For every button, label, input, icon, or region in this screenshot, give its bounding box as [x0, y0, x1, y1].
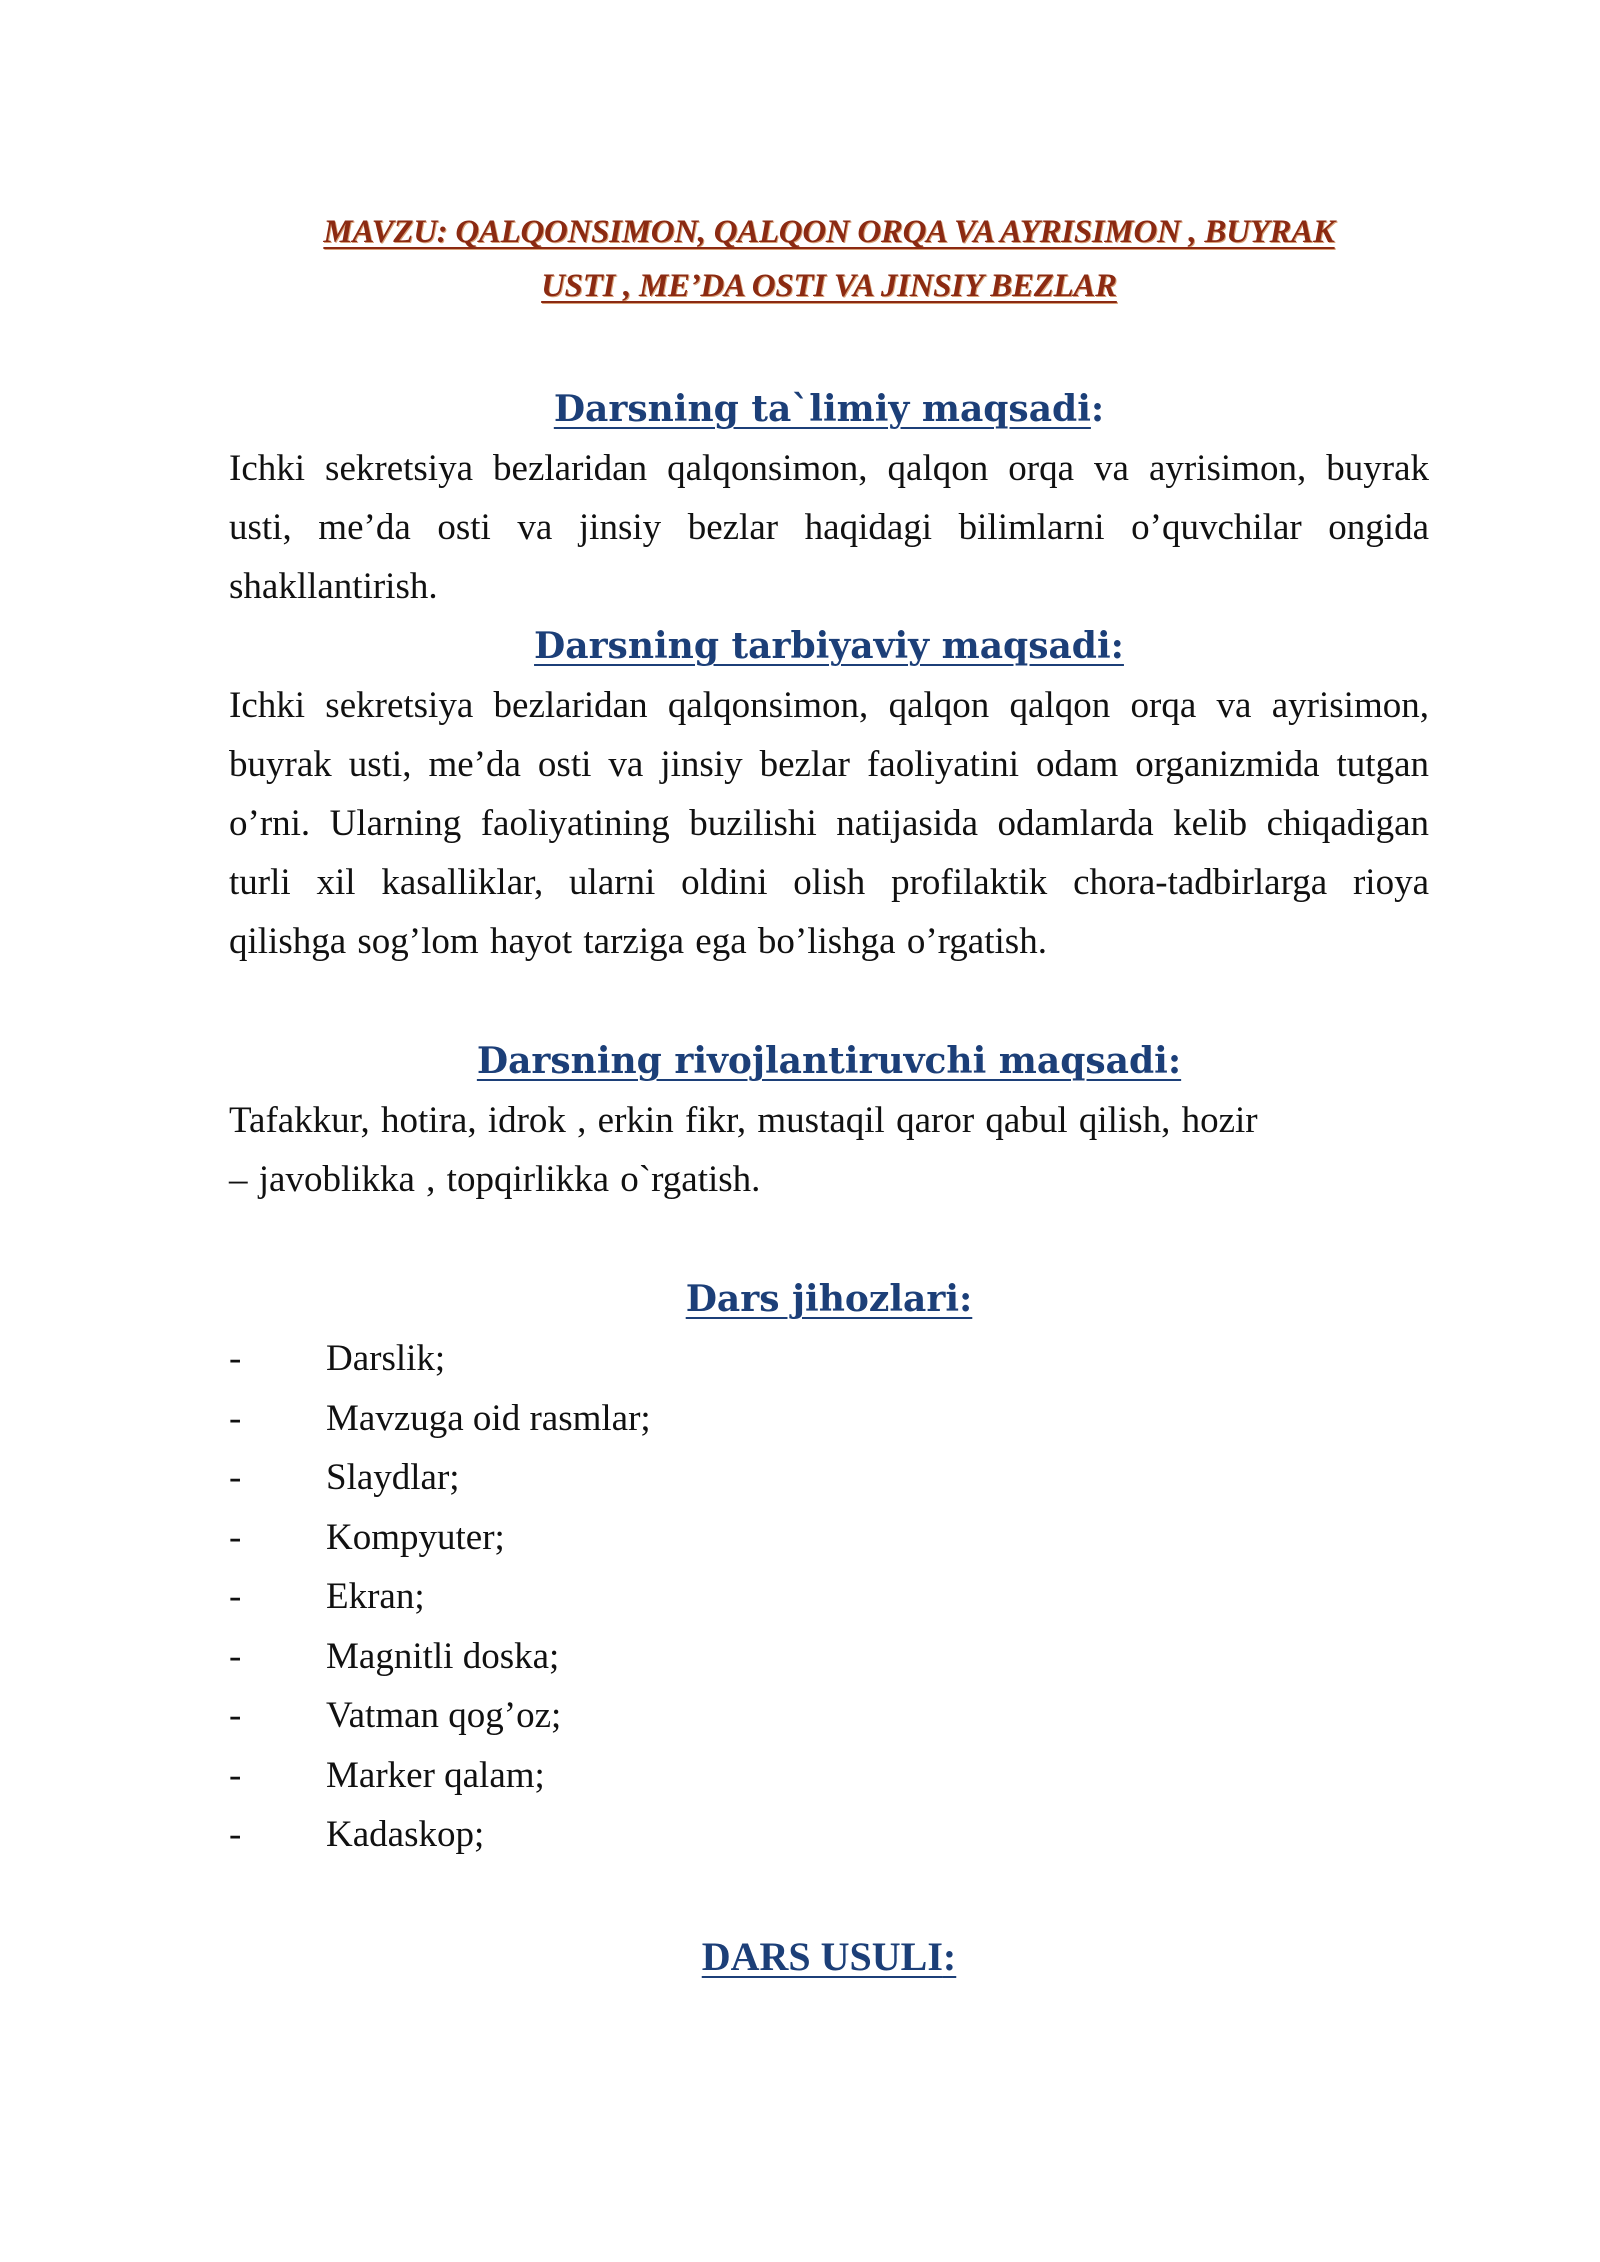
list-item — [229, 1389, 1429, 1449]
list-item-text: Slaydlar; — [326, 1457, 460, 1498]
jihozlar-heading — [229, 1269, 1429, 1329]
list-item — [229, 1746, 1429, 1806]
list-item-text: Magnitli doska; — [326, 1635, 560, 1677]
list-dash: - — [229, 1576, 242, 1617]
jihozlar-list — [229, 1329, 1429, 1865]
list-dash: - — [229, 1635, 242, 1677]
title-line-1: MAVZU: QALQONSIMON, QALQON ORQA VA AYRISIMON , BUYRAK — [323, 214, 1335, 250]
list-item-text: Ekran; — [326, 1576, 425, 1617]
rivojlantiruvchi-heading-text: Darsning rivojlantiruvchi maqsadi: — [476, 1040, 1182, 1082]
document-page — [229, 205, 1429, 1987]
list-item — [229, 1508, 1429, 1568]
talimiy-heading-colon: : — [1090, 388, 1105, 430]
list-item-text: Marker qalam; — [326, 1754, 545, 1796]
list-dash: - — [229, 1516, 242, 1558]
list-dash: - — [229, 1457, 242, 1498]
rivojlantiruvchi-heading — [229, 1031, 1429, 1091]
talimiy-paragraph: Ichki sekretsiya bezlaridan qalqonsimon, qalqon orqa va ayrisimon, buyrak usti, me’da osti va jinsiy bezlar haqidagi bilimlarni o’quvchilar ongida shakllantirish. — [229, 448, 1429, 607]
title-line-2: USTI , ME’DA OSTI VA JINSIY BEZLAR — [541, 268, 1117, 304]
usuli-heading — [229, 1927, 1429, 1987]
talimiy-heading — [229, 379, 1429, 439]
tarbiyaviy-paragraph: Ichki sekretsiya bezlaridan qalqonsimon, qalqon qalqon orqa va ayrisimon, buyrak usti, me’da osti va jinsiy bezlar faoliyatini odam organizmida tutgan o’rni. Ularning faoliyatining buzilishi natijasida odamlarda kelib chiqadigan turli xil kasalliklar, ularni oldini olish profilaktik chora-tadbirlarga rioya qilishga sog’lom hayot tarziga ega bo’lishga o’rgatish. — [229, 685, 1429, 962]
list-dash: - — [229, 1814, 242, 1855]
list-dash: - — [229, 1397, 242, 1439]
list-item-text: Kompyuter; — [326, 1516, 505, 1558]
list-item — [229, 1627, 1429, 1687]
list-item-text: Kadaskop; — [326, 1814, 485, 1855]
list-dash: - — [229, 1338, 242, 1379]
list-item-text: Vatman qog’oz; — [326, 1695, 562, 1736]
list-item — [229, 1448, 1429, 1508]
list-dash: - — [229, 1695, 242, 1736]
usuli-heading-text: DARS USULI — [701, 1933, 943, 1979]
tarbiyaviy-heading-text: Darsning tarbiyaviy maqsadi: — [534, 625, 1124, 667]
rivojlantiruvchi-paragraph — [229, 1091, 1429, 1209]
rivojlantiruvchi-line-2: – javoblikka , topqirlikka o`rgatish. — [229, 1159, 761, 1200]
talimiy-heading-text: Darsning ta`limiy maqsadi — [553, 388, 1091, 430]
usuli-heading-colon: : — [942, 1933, 957, 1979]
list-item — [229, 1329, 1429, 1389]
list-item — [229, 1567, 1429, 1627]
list-item — [229, 1686, 1429, 1746]
list-dash: - — [229, 1754, 242, 1796]
list-item-text: Darslik; — [326, 1338, 446, 1379]
list-item — [229, 1805, 1429, 1865]
rivojlantiruvchi-line-1: Tafakkur, hotira, idrok , erkin fikr, mustaqil qaror qabul qilish, hozir — [229, 1100, 1258, 1141]
tarbiyaviy-heading — [229, 616, 1429, 676]
document-title — [229, 205, 1429, 313]
jihozlar-heading-text: Dars jihozlari: — [685, 1278, 973, 1320]
list-item-text: Mavzuga oid rasmlar; — [326, 1397, 651, 1439]
